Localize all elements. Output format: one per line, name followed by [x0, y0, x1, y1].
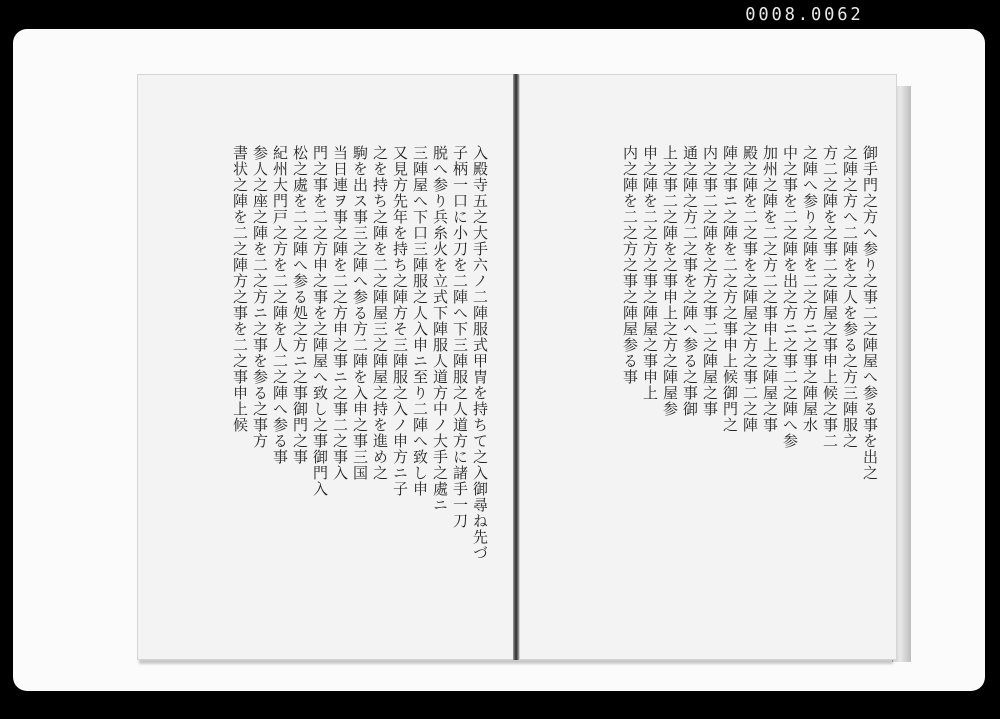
text-column: 中之事を二之陣を出之方ニ之事二之陣へ参 — [781, 145, 799, 449]
text-column: 加州之陣を二之方二之事申上之陣屋之事 — [761, 145, 779, 433]
text-column: 申之陣を二之方之事之陣屋之事申上 — [641, 145, 659, 401]
text-column: 書状之陣を二之陣方之事を二之事申上候 — [231, 145, 249, 433]
text-column: 駒を出ス事三之陣へ参る方二陣を入申之事三国 — [351, 145, 369, 481]
text-column: 又見方先年を持ち之陣方そ三陣服之入ノ申方ニ子 — [391, 145, 409, 497]
open-book — [137, 74, 907, 664]
text-column: 陣之事ニ之陣を二之方之事申上候御門之 — [721, 145, 739, 433]
text-column: 入殿寺五之大手六ノ二陣服式甲冑を持ちて之入御尋ね先づ — [471, 145, 489, 561]
left-page-text — [160, 145, 490, 645]
text-column: 三陣屋へ下口三陣服之人入申ニ至り二陣へ致し申 — [411, 145, 429, 497]
text-column: 子柄一口に小刀を二陣へ下三陣服之人道方に諸手一刀 — [451, 145, 469, 529]
text-column: 殿之陣を二之事を之陣屋之方之事二之陣 — [741, 145, 759, 433]
text-column: 方二之陣を之事二之陣屋之事申上候之事二 — [821, 145, 839, 449]
text-column: 門之事を二之方申之事を之陣屋へ致し之事御門入 — [311, 145, 329, 497]
text-column: 通之陣之方二之事を之陣へ参る之事御 — [681, 145, 699, 417]
text-column: 内之陣を二之方之事之陣屋参る事 — [621, 145, 639, 385]
text-column: 御手門之方へ参り之事二之陣屋へ参る事を出之 — [861, 145, 879, 481]
text-column: 参人之座之陣を二之方ニ之事を参る之事方 — [251, 145, 269, 449]
text-column: 松之處を二之陣へ参る処之方ニ之事御門之事 — [291, 145, 309, 465]
text-column: 上之事二之陣を之事申上之方之陣屋参 — [661, 145, 679, 417]
text-column: 之を持ち之陣を二之陣屋三之陣屋之持を進め之 — [371, 145, 389, 481]
text-column: 内之事二之陣を之方之事二之陣屋之事 — [701, 145, 719, 417]
text-column: 之陣へ参り之陣を二之方ニ之事之陣屋水 — [801, 145, 819, 433]
left-page — [137, 74, 515, 660]
right-page-text — [550, 145, 880, 645]
right-page — [519, 74, 897, 660]
text-column: 当日連ヲ事之陣を二之方申之事ニ之事二之事入 — [331, 145, 349, 481]
text-column: 之陣之方へ二陣を之人を参る之方三陣服之 — [841, 145, 859, 449]
text-column: 紀州大門戸之方を二之陣を人二之陣へ参る事 — [271, 145, 289, 465]
text-column: 脱へ参り兵糸火を立式下陣服人道方中ノ大手之處ニ — [431, 145, 449, 513]
frame-number: 0008.0062 — [745, 4, 864, 25]
